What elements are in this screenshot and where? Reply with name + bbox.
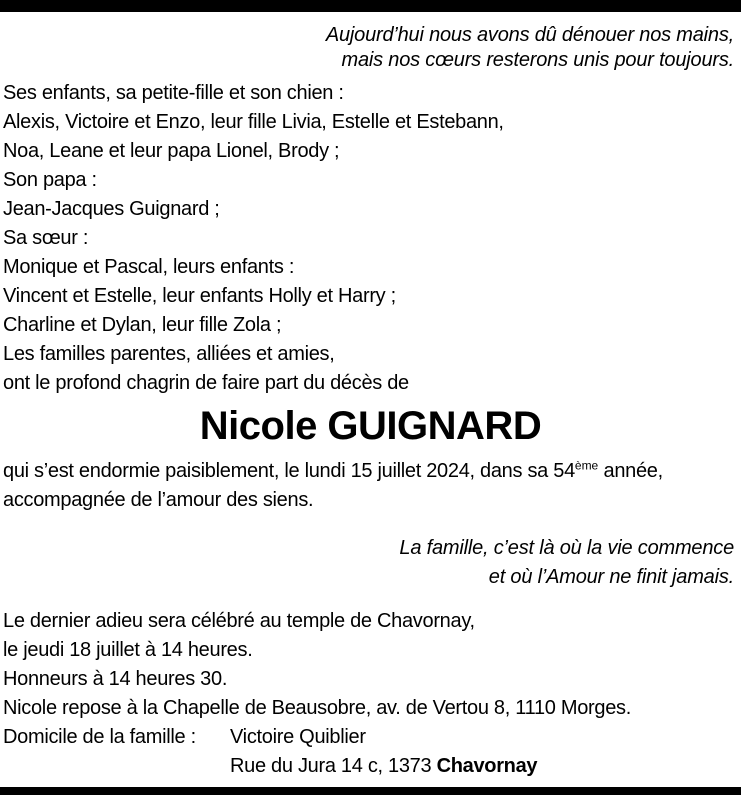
family-line: Sa sœur : xyxy=(3,227,89,249)
death-notice-line xyxy=(3,457,741,486)
family-line: Jean-Jacques Guignard ; xyxy=(3,198,220,220)
ceremony-line: Le dernier adieu sera célébré au temple de Chavornay, xyxy=(3,610,475,632)
family-line: Son papa : xyxy=(3,169,97,191)
address-city: Chavornay xyxy=(436,755,538,777)
bottom-frame-bar xyxy=(0,787,741,795)
domicile-contact-name: Victoire Quiblier xyxy=(230,726,366,748)
family-line: Charline et Dylan, leur fille Zola ; xyxy=(3,314,282,336)
family-line: Noa, Leane et leur papa Lionel, Brody ; xyxy=(3,140,340,162)
ceremony-line: Nicole repose à la Chapelle de Beausobre, av. de Vertou 8, 1110 Morges. xyxy=(3,697,631,719)
ordinal-superscript: ème xyxy=(574,458,599,473)
death-notice-text: année, xyxy=(598,460,663,482)
opening-quote-line: Aujourd’hui nous avons dû dénouer nos mains, xyxy=(325,24,734,46)
family-quote xyxy=(0,534,741,592)
family-quote-line: et où l’Amour ne finit jamais. xyxy=(488,566,734,588)
death-notice-line: accompagnée de l’amour des siens. xyxy=(3,489,314,511)
family-line: Les familles parentes, alliées et amies, xyxy=(3,343,335,365)
opening-quote-line: mais nos cœurs resterons unis pour toujours. xyxy=(341,49,734,71)
ceremony-details xyxy=(0,607,741,781)
top-frame-bar xyxy=(0,0,741,12)
family-listing xyxy=(0,79,741,398)
ceremony-line: le jeudi 18 juillet à 14 heures. xyxy=(3,639,253,661)
death-notice-text: qui s’est endormie paisiblement, le lundi 15 juillet 2024, dans sa 54 xyxy=(3,460,575,482)
family-quote-line: La famille, c’est là où la vie commence xyxy=(399,537,734,559)
domicile-address xyxy=(230,752,741,781)
family-line: Vincent et Estelle, leur enfants Holly et Harry ; xyxy=(3,285,396,307)
address-street: Rue du Jura 14 c, 1373 xyxy=(230,755,437,777)
death-notice xyxy=(0,457,741,515)
ceremony-line: Honneurs à 14 heures 30. xyxy=(3,668,228,690)
family-line: Monique et Pascal, leurs enfants : xyxy=(3,256,295,278)
family-line: Alexis, Victoire et Enzo, leur fille Livia, Estelle et Estebann, xyxy=(3,111,504,133)
deceased-name: Nicole GUIGNARD xyxy=(199,404,542,448)
opening-quote xyxy=(0,23,741,73)
domicile-line xyxy=(3,723,741,752)
family-line: ont le profond chagrin de faire part du décès de xyxy=(3,372,409,394)
family-line: Ses enfants, sa petite-fille et son chien : xyxy=(3,82,344,104)
domicile-label: Domicile de la famille : xyxy=(3,726,196,748)
